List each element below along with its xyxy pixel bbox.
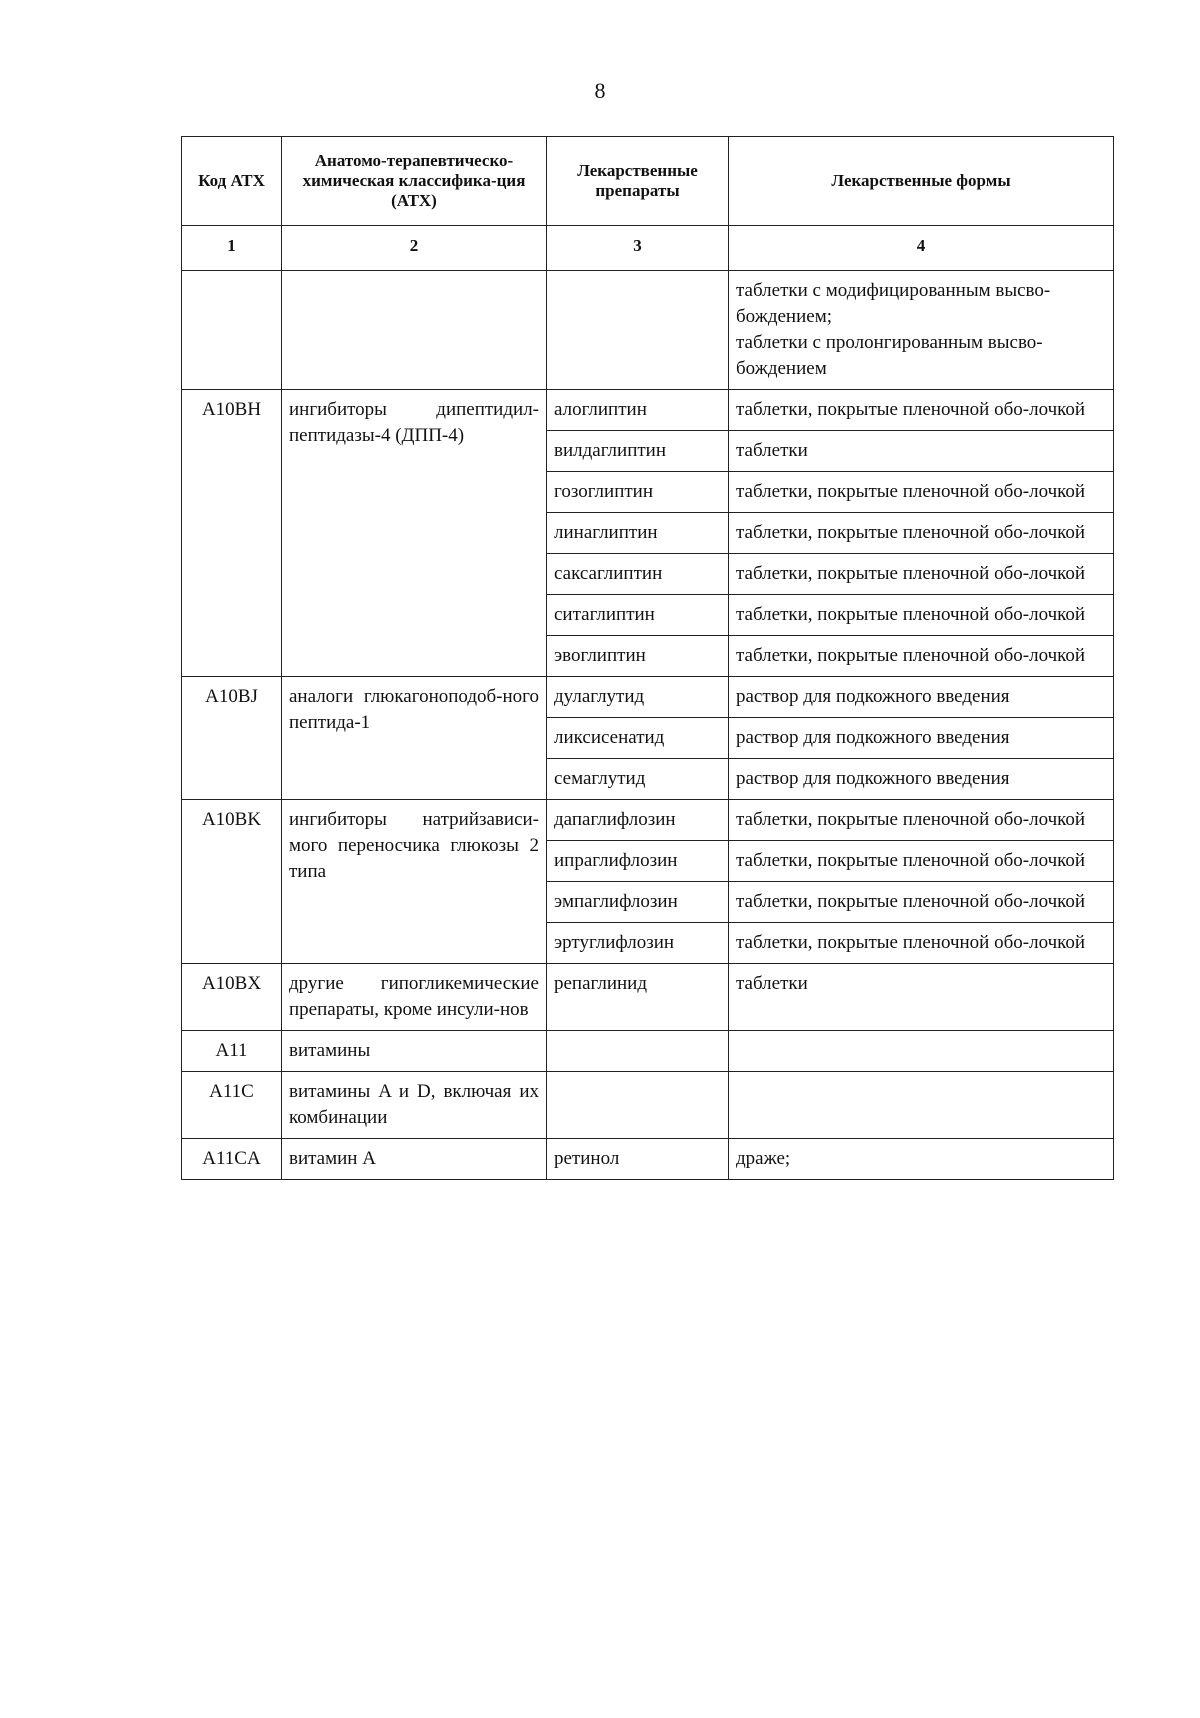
- page-number: 8: [594, 78, 606, 103]
- drug-name-cell: саксаглиптин: [547, 554, 729, 595]
- dosage-form-cell: таблетки, покрытые пленочной обо-лочкой: [729, 882, 1114, 923]
- atc-drug-table: [181, 136, 1114, 1180]
- atc-code-cell: A11CA: [182, 1139, 282, 1180]
- classification-cell: витамины: [282, 1031, 547, 1072]
- classification-cell: аналоги глюкагоноподоб-ного пептида-1: [282, 677, 547, 800]
- table-body: [182, 271, 1114, 1180]
- drug-name-cell: алоглиптин: [547, 390, 729, 431]
- dosage-form-cell: [729, 1031, 1114, 1072]
- table-row: [182, 800, 1114, 841]
- drug-name-cell: ликсисенатид: [547, 718, 729, 759]
- dosage-form-cell: таблетки, покрытые пленочной обо-лочкой: [729, 636, 1114, 677]
- drug-name-cell: эртуглифлозин: [547, 923, 729, 964]
- code-cell: [182, 271, 282, 390]
- table-header-row: [182, 137, 1114, 226]
- drug-name-cell: ситаглиптин: [547, 595, 729, 636]
- classification-cell: витамин A: [282, 1139, 547, 1180]
- drug-name-cell: дулаглутид: [547, 677, 729, 718]
- dosage-form-cell: драже;: [729, 1139, 1114, 1180]
- dosage-form-cell: таблетки, покрытые пленочной обо-лочкой: [729, 390, 1114, 431]
- atc-code-cell: A10BH: [182, 390, 282, 677]
- dosage-form-cell: [729, 1072, 1114, 1139]
- column-number-row: [182, 226, 1114, 271]
- column-number: 1: [182, 226, 282, 271]
- forms-cell: таблетки с модифицированным высво-бождением; таблетки с пролонгированным высво-бождением: [729, 271, 1114, 390]
- drug-name-cell: гозоглиптин: [547, 472, 729, 513]
- drug-cell: [547, 271, 729, 390]
- drug-name-cell: ретинол: [547, 1139, 729, 1180]
- dosage-form-cell: таблетки: [729, 964, 1114, 1031]
- header-forms: Лекарственные формы: [729, 137, 1114, 226]
- classification-cell: [282, 271, 547, 390]
- classification-cell: ингибиторы дипептидил-пептидазы-4 (ДПП-4): [282, 390, 547, 677]
- column-number: 4: [729, 226, 1114, 271]
- drug-name-cell: эмпаглифлозин: [547, 882, 729, 923]
- header-classification: Анатомо-терапевтическо-химическая классифика-ция (АТХ): [282, 137, 547, 226]
- dosage-form-cell: таблетки, покрытые пленочной обо-лочкой: [729, 513, 1114, 554]
- dosage-form-cell: таблетки: [729, 431, 1114, 472]
- drug-name-cell: [547, 1072, 729, 1139]
- drug-name-cell: семаглутид: [547, 759, 729, 800]
- column-number: 3: [547, 226, 729, 271]
- atc-code-cell: A10BK: [182, 800, 282, 964]
- drug-name-cell: дапаглифлозин: [547, 800, 729, 841]
- drug-name-cell: ипраглифлозин: [547, 841, 729, 882]
- dosage-form-cell: таблетки, покрытые пленочной обо-лочкой: [729, 554, 1114, 595]
- atc-code-cell: A11C: [182, 1072, 282, 1139]
- table-row: [182, 271, 1114, 390]
- atc-code-cell: A10BX: [182, 964, 282, 1031]
- drug-name-cell: [547, 1031, 729, 1072]
- table-row: [182, 390, 1114, 431]
- dosage-form-cell: таблетки, покрытые пленочной обо-лочкой: [729, 923, 1114, 964]
- classification-cell: витамины A и D, включая их комбинации: [282, 1072, 547, 1139]
- classification-cell: другие гипогликемические препараты, кроме инсули-нов: [282, 964, 547, 1031]
- dosage-form-cell: таблетки, покрытые пленочной обо-лочкой: [729, 841, 1114, 882]
- drug-name-cell: линаглиптин: [547, 513, 729, 554]
- table-row: [182, 964, 1114, 1031]
- atc-code-cell: A11: [182, 1031, 282, 1072]
- header-drugs: Лекарственные препараты: [547, 137, 729, 226]
- table-row: [182, 677, 1114, 718]
- table-row: [182, 1031, 1114, 1072]
- classification-cell: ингибиторы натрийзависи-мого переносчика глюкозы 2 типа: [282, 800, 547, 964]
- drug-name-cell: вилдаглиптин: [547, 431, 729, 472]
- atc-code-cell: A10BJ: [182, 677, 282, 800]
- dosage-form-cell: таблетки, покрытые пленочной обо-лочкой: [729, 472, 1114, 513]
- dosage-form-cell: раствор для подкожного введения: [729, 718, 1114, 759]
- column-number: 2: [282, 226, 547, 271]
- table-row: [182, 1139, 1114, 1180]
- header-code: Код АТХ: [182, 137, 282, 226]
- dosage-form-cell: таблетки, покрытые пленочной обо-лочкой: [729, 800, 1114, 841]
- dosage-form-cell: таблетки, покрытые пленочной обо-лочкой: [729, 595, 1114, 636]
- drug-name-cell: эвоглиптин: [547, 636, 729, 677]
- dosage-form-cell: раствор для подкожного введения: [729, 759, 1114, 800]
- dosage-form-cell: раствор для подкожного введения: [729, 677, 1114, 718]
- drug-name-cell: репаглинид: [547, 964, 729, 1031]
- table-row: [182, 1072, 1114, 1139]
